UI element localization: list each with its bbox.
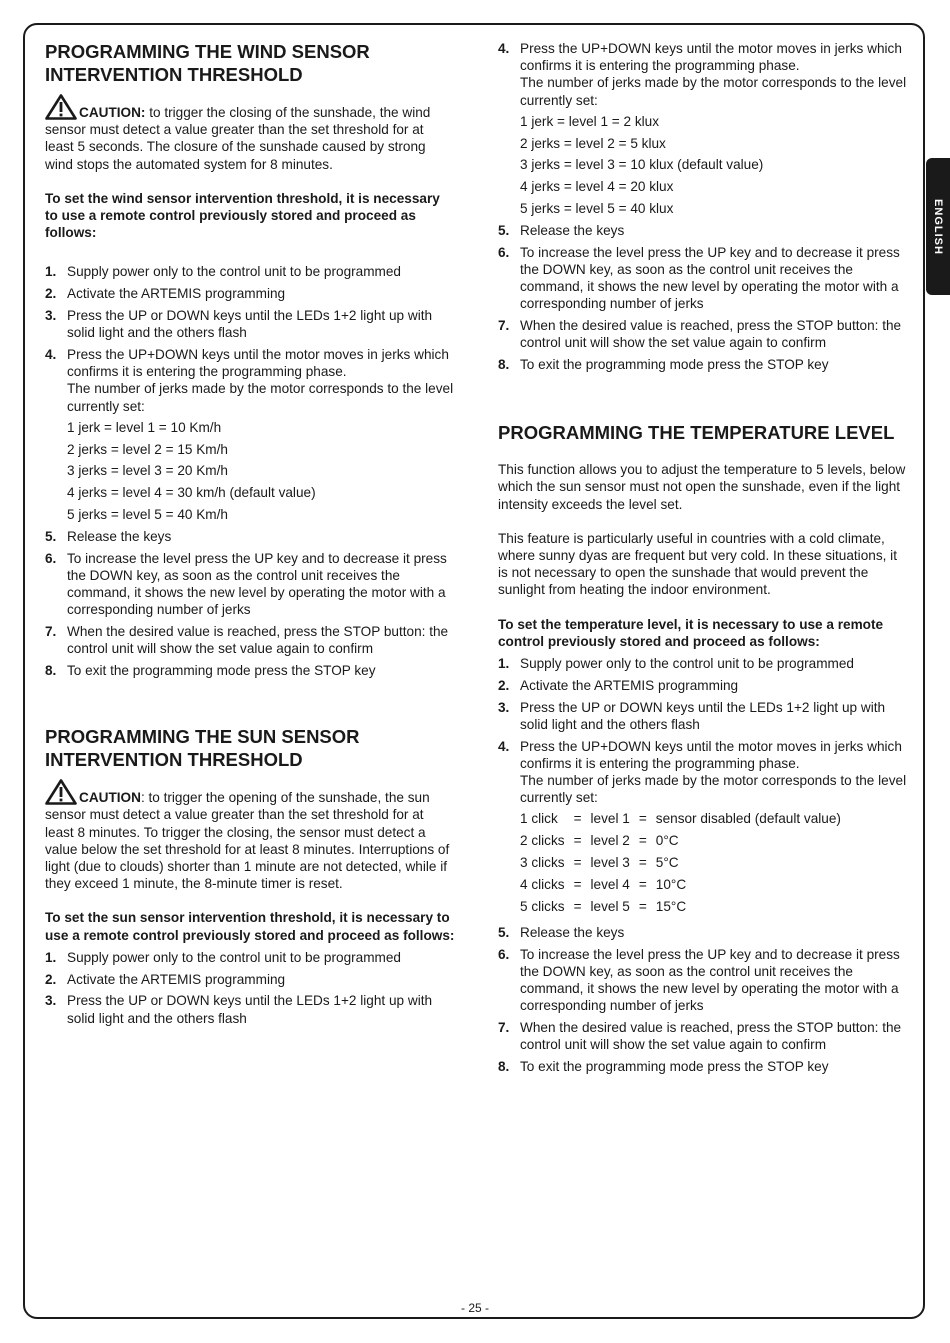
level-cell: level 4 <box>590 876 630 892</box>
step-number: 4. <box>498 738 510 754</box>
step-number: 3. <box>45 993 57 1009</box>
caution-text: to trigger the closing of the sunshade, the wind sensor must detect a value greater than the set threshold for at least 5 seconds. The closure of the sunshade caused by strong wind stops the automated system for 8 minutes. <box>45 105 431 172</box>
step-number: 7. <box>498 1020 510 1036</box>
step-number: 1. <box>498 656 510 672</box>
wind-steps <box>45 263 455 679</box>
step-text: To exit the programming mode press the STOP key <box>520 357 829 372</box>
equals-sign: = <box>573 811 582 827</box>
clicks-cell: 4 clicks <box>520 876 565 892</box>
caution-label: CAUTION: <box>79 105 146 120</box>
step-text: Supply power only to the control unit to be programmed <box>67 264 401 280</box>
step-item <box>45 623 455 657</box>
equals-sign: = <box>573 855 582 871</box>
sun-steps-part1 <box>45 949 455 1027</box>
equals-sign: = <box>638 898 647 914</box>
caution-text: : to trigger the opening of the sunshade, the sun sensor must detect a value greater than the set threshold for at least 8 minutes. To trigger the closing, the sensor must detect a value below the set threshold for at least 8 minutes. Interruptions of light (due to clouds) shorter than 1 minute are not detected, while if they exceed 1 minute, the 8-minute timer is reset. <box>45 790 450 892</box>
sun-caution <box>45 779 455 892</box>
step-text-note: The number of jerks made by the motor corresponds to the level currently set: <box>520 773 907 806</box>
step-number: 8. <box>498 357 510 372</box>
step-item <box>498 1019 908 1053</box>
sun-intro: To set the sun sensor intervention threshold, it is necessary to use a remote control previously stored and proceed as follows: <box>45 910 455 943</box>
temperature-para-1: This function allows you to adjust the temperature to 5 levels, below which the sun sensor must not open the sunshade, even if the light intensity exceeds the level set. <box>498 462 906 512</box>
step-number: 2. <box>45 286 57 302</box>
step-item <box>45 263 455 280</box>
warning-icon <box>45 94 77 120</box>
level-item: 4 jerks = level 4 = 30 km/h (default value) <box>67 485 316 501</box>
wind-caution <box>45 94 455 173</box>
step-item <box>498 1058 908 1075</box>
sun-section <box>45 725 455 1027</box>
step-number: 5. <box>498 925 510 941</box>
clicks-cell: 3 clicks <box>520 855 565 871</box>
step-item <box>45 550 455 619</box>
level-cell: level 2 <box>590 833 630 849</box>
language-tab <box>926 158 950 295</box>
equals-sign: = <box>638 811 647 827</box>
step-item <box>498 356 908 373</box>
step-text: Press the UP+DOWN keys until the motor moves in jerks which confirms it is entering the programming phase. <box>520 738 902 771</box>
value-cell: 15°C <box>655 898 687 914</box>
step-item <box>45 992 455 1026</box>
equals-sign: = <box>573 833 582 849</box>
table-row <box>520 854 841 876</box>
step-text: Press the UP or DOWN keys until the LEDs 1+2 light up with solid light and the others flash <box>520 699 886 732</box>
step-number: 6. <box>45 550 57 566</box>
right-column <box>498 40 908 1080</box>
sun-steps-part2 <box>498 40 908 373</box>
clicks-cell: 2 clicks <box>520 833 565 849</box>
step-text: Press the UP+DOWN keys until the motor moves in jerks which confirms it is entering the programming phase. <box>67 347 449 380</box>
step-item <box>498 222 908 239</box>
clicks-cell: 1 click <box>520 811 558 827</box>
step-number: 8. <box>498 1059 510 1075</box>
level-item: 1 jerk = level 1 = 10 Km/h <box>67 419 222 435</box>
step-item <box>45 662 455 679</box>
level-item: 4 jerks = level 4 = 20 klux <box>520 179 674 195</box>
step-text: When the desired value is reached, press the STOP button: the control unit will show the set value again to confirm <box>520 1020 902 1053</box>
step-number: 2. <box>498 677 510 693</box>
step-text: Press the UP or DOWN keys until the LEDs 1+2 light up with solid light and the others flash <box>67 308 433 341</box>
step-text: To increase the level press the UP key and to decrease it press the DOWN key, as soon as the control unit receives the command, it shows the new level by operating the motor with a corresponding number of jerks <box>67 550 447 618</box>
value-cell: sensor disabled (default value) <box>655 811 841 827</box>
level-item: 5 jerks = level 5 = 40 Km/h <box>67 507 228 523</box>
step-number: 8. <box>45 663 57 679</box>
level-item: 3 jerks = level 3 = 10 klux (default value) <box>520 157 764 173</box>
step-item <box>498 738 908 920</box>
step-text: To increase the level press the UP key and to decrease it press the DOWN key, as soon as the control unit receives the command, it shows the new level by operating the motor with a corresponding number of jerks <box>520 946 900 1014</box>
table-row <box>520 810 841 832</box>
step-item <box>45 307 455 341</box>
value-cell: 5°C <box>655 855 679 871</box>
step-item <box>498 924 908 941</box>
step-number: 4. <box>498 41 510 56</box>
table-row <box>520 832 841 854</box>
level-cell: level 1 <box>590 811 630 827</box>
wind-title: PROGRAMMING THE WIND SENSOR INTERVENTION THRESHOLD <box>45 41 370 85</box>
step-item <box>498 946 908 1015</box>
step-item <box>498 677 908 694</box>
level-item: 5 jerks = level 5 = 40 klux <box>520 201 674 216</box>
step-item <box>498 655 908 672</box>
step-number: 1. <box>45 949 57 965</box>
step-item <box>45 346 455 523</box>
left-column <box>45 40 455 1031</box>
wind-level-list <box>67 419 455 523</box>
step-item <box>45 949 455 966</box>
equals-sign: = <box>638 833 647 849</box>
step-item <box>45 971 455 988</box>
step-text: Activate the ARTEMIS programming <box>520 677 739 693</box>
step-text: Activate the ARTEMIS programming <box>67 971 286 987</box>
step-number: 3. <box>45 308 57 324</box>
step-number: 1. <box>45 264 57 280</box>
step-item <box>45 285 455 302</box>
temperature-steps <box>498 655 908 1075</box>
equals-sign: = <box>573 898 582 914</box>
step-text-note: The number of jerks made by the motor corresponds to the level currently set: <box>67 381 454 414</box>
level-cell: level 5 <box>590 898 630 914</box>
temperature-intro: To set the temperature level, it is necessary to use a remote control previously stored and proceed as follows: <box>498 616 884 649</box>
step-text: Supply power only to the control unit to be programmed <box>67 949 401 965</box>
value-cell: 10°C <box>655 876 687 892</box>
sun-title: PROGRAMMING THE SUN SENSOR INTERVENTION THRESHOLD <box>45 726 360 771</box>
step-number: 7. <box>498 318 510 333</box>
step-number: 5. <box>45 528 57 544</box>
step-item <box>498 699 908 733</box>
temperature-para-2: This feature is particularly useful in countries with a cold climate, where sunny dyas are frequent but very cold. In these situations, it is not necessary to open the sunshade that would prevent the sunlight from heating the indoor environment. <box>498 530 897 598</box>
step-item <box>498 40 908 217</box>
wind-intro: To set the wind sensor intervention threshold, it is necessary to use a remote control previously stored and proceed as follows: <box>45 190 440 241</box>
level-cell: level 3 <box>590 855 630 871</box>
equals-sign: = <box>638 876 647 892</box>
step-number: 2. <box>45 971 57 987</box>
step-text: To exit the programming mode press the STOP key <box>67 663 376 679</box>
equals-sign: = <box>573 876 582 892</box>
step-item <box>498 317 908 351</box>
warning-icon <box>45 779 77 805</box>
step-number: 7. <box>45 624 57 640</box>
sun-level-list <box>520 113 908 217</box>
temperature-title: PROGRAMMING THE TEMPERATURE LEVEL <box>498 422 895 444</box>
step-text: Release the keys <box>520 222 625 238</box>
step-text: Press the UP or DOWN keys until the LEDs 1+2 light up with solid light and the others flash <box>67 993 433 1026</box>
table-row <box>520 876 841 898</box>
step-text: When the desired value is reached, press the STOP button: the control unit will show the set value again to confirm <box>67 624 449 657</box>
step-number: 6. <box>498 946 510 962</box>
language-tab-label: ENGLISH <box>932 198 944 255</box>
table-row <box>520 898 841 920</box>
step-text: Activate the ARTEMIS programming <box>67 286 286 302</box>
wind-section <box>45 40 455 679</box>
step-number: 6. <box>498 244 510 260</box>
step-item <box>498 244 908 313</box>
level-item: 2 jerks = level 2 = 5 klux <box>520 135 666 151</box>
clicks-cell: 5 clicks <box>520 898 565 914</box>
step-number: 4. <box>45 347 57 363</box>
step-text: To exit the programming mode press the STOP key <box>520 1059 829 1075</box>
equals-sign: = <box>638 855 647 871</box>
step-text: Supply power only to the control unit to be programmed <box>520 656 854 672</box>
step-text: When the desired value is reached, press the STOP button: the control unit will show the set value again to confirm <box>520 318 902 351</box>
step-number: 3. <box>498 699 510 715</box>
step-item <box>45 528 455 545</box>
level-item: 1 jerk = level 1 = 2 klux <box>520 113 660 129</box>
step-text: Release the keys <box>67 528 172 544</box>
step-text: Press the UP+DOWN keys until the motor moves in jerks which confirms it is entering the programming phase. <box>520 41 902 74</box>
caution-label: CAUTION <box>79 790 141 806</box>
temperature-section <box>498 421 908 1075</box>
value-cell: 0°C <box>655 833 679 849</box>
page-number: - 25 - <box>460 1301 489 1315</box>
step-number: 5. <box>498 222 510 238</box>
level-item: 2 jerks = level 2 = 15 Km/h <box>67 441 228 457</box>
step-text: Release the keys <box>520 925 625 941</box>
step-text-note: The number of jerks made by the motor corresponds to the level currently set: <box>520 75 907 108</box>
step-text: To increase the level press the UP key and to decrease it press the DOWN key, as soon as the control unit receives the command, it shows the new level by operating the motor with a corresponding number of jerks <box>520 244 900 312</box>
temperature-level-table <box>520 810 841 919</box>
level-item: 3 jerks = level 3 = 20 Km/h <box>67 463 228 479</box>
